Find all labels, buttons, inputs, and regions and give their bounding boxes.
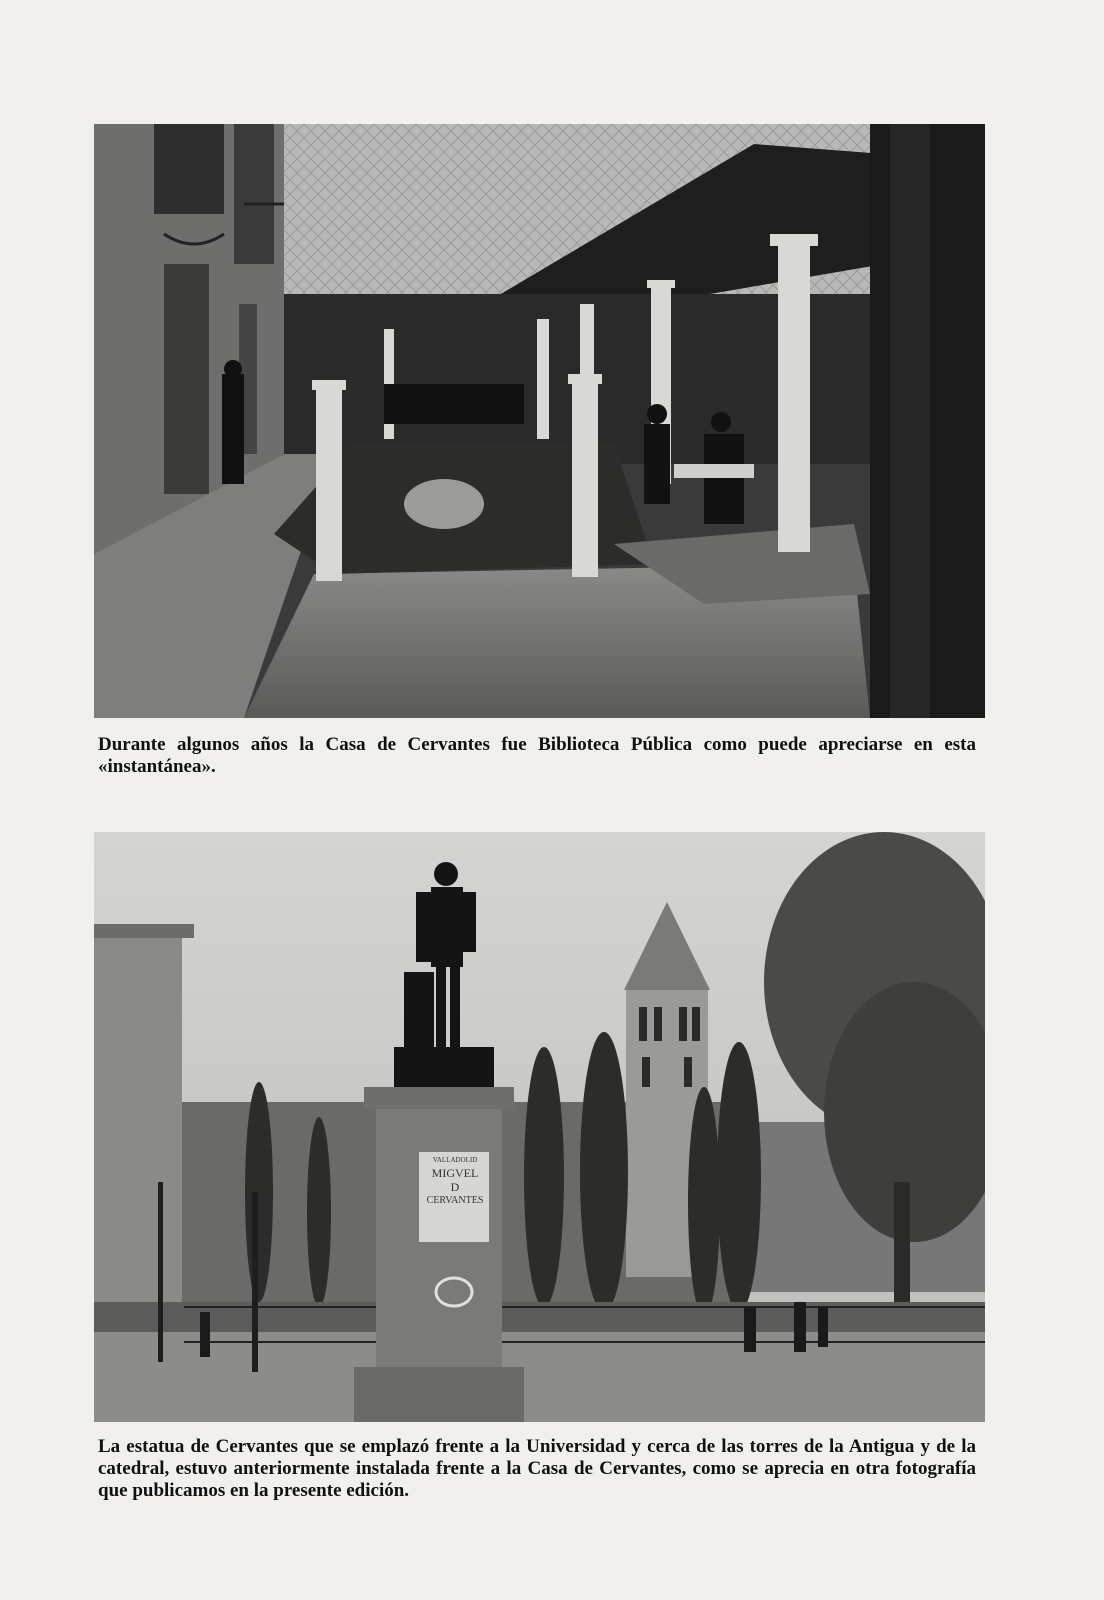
plaque-line: VALLADOLID <box>432 1156 478 1164</box>
pedestal-plaque <box>421 1155 489 1241</box>
bottom-photo-caption: La estatua de Cervantes que se emplazó frente a la Universidad y cerca de las torres de la Antigua y de la catedral, estuvo anteriormente instalada frente a la Casa de Cervantes, como se aprecia en otra fotografía que publicamos en la presente edición. <box>98 1436 976 1501</box>
plaque-line: D <box>450 1180 460 1194</box>
plaque-line: CERVANTES <box>426 1195 484 1206</box>
plaque-line: MIGVEL <box>431 1166 479 1180</box>
top-photo-caption: Durante algunos años la Casa de Cervantes fue Biblioteca Pública como puede apreciarse en esta «instantánea». <box>98 734 976 777</box>
courtyard-photo <box>94 124 985 718</box>
cervantes-statue-photo <box>94 832 985 1422</box>
courtyard-photo-drawing <box>94 124 985 718</box>
cervantes-statue-drawing <box>94 832 985 1422</box>
